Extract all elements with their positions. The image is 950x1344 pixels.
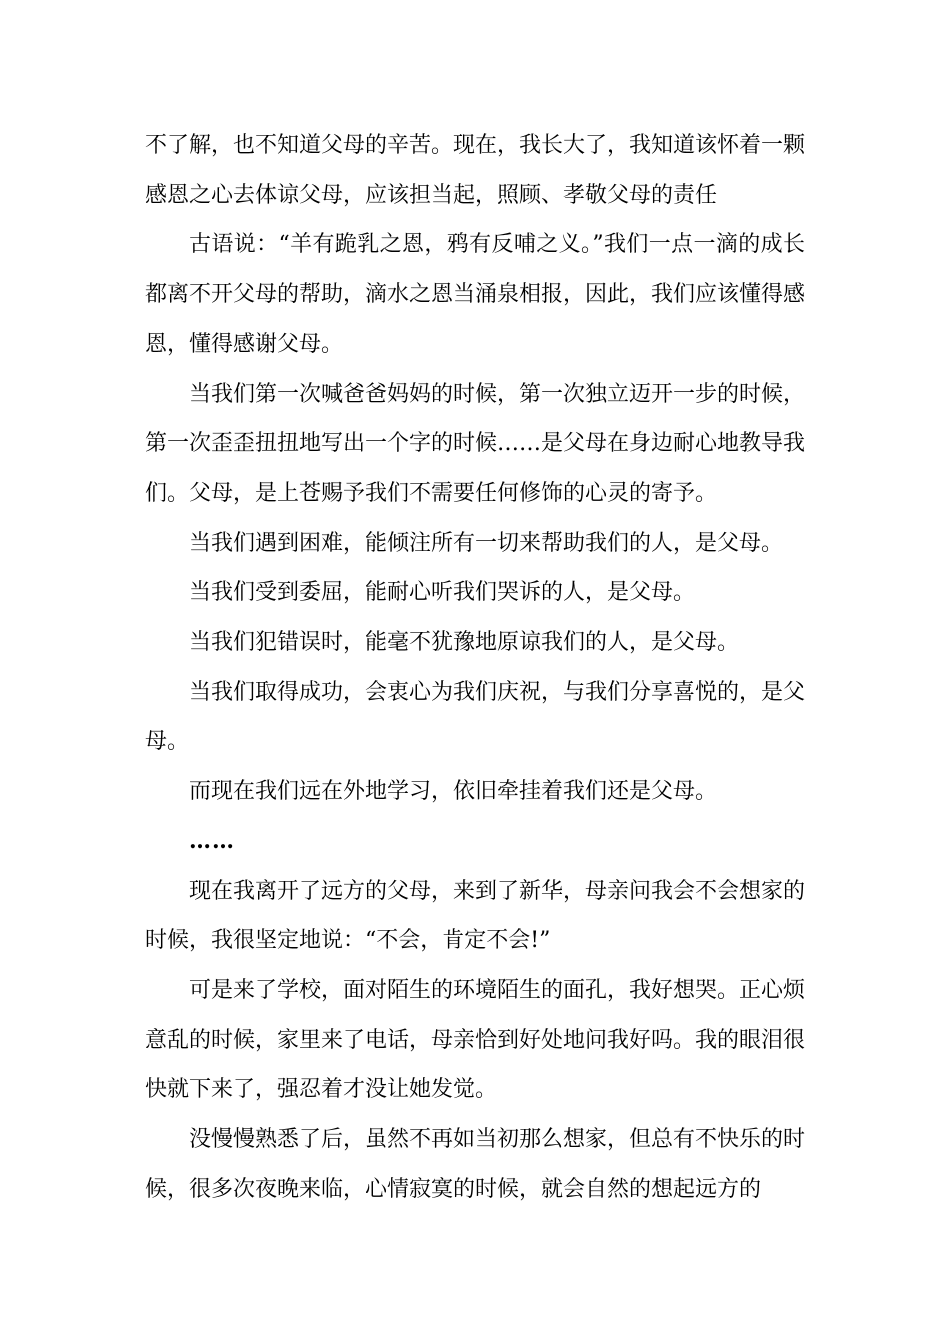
paragraph-7: 当我们取得成功，会衷心为我们庆祝，与我们分享喜悦的，是父母。 bbox=[145, 679, 806, 755]
document-body bbox=[145, 121, 805, 1214]
paragraph-4: 当我们遇到困难，能倾注所有一切来帮助我们的人，是父母。 bbox=[189, 530, 784, 556]
paragraph-5: 当我们受到委屈，能耐心听我们哭诉的人，是父母。 bbox=[189, 580, 696, 606]
paragraph-6: 当我们犯错误时，能毫不犹豫地原谅我们的人，是父母。 bbox=[189, 630, 740, 656]
paragraph-3: 当我们第一次喊爸爸妈妈的时候，第一次独立迈开一步的时候，第一次歪歪扭扭地写出一个字的时候……是父母在身边耐心地教导我们。父母，是上苍赐予我们不需要任何修饰的心灵的寄予。 bbox=[145, 381, 806, 506]
paragraph-2: 古语说：“羊有跪乳之恩，鸦有反哺之义。”我们一点一滴的成长都离不开父母的帮助，滴水之恩当涌泉相报，因此，我们应该懂得感恩，懂得感谢父母。 bbox=[145, 232, 806, 357]
paragraph-1: 不了解，也不知道父母的辛苦。现在，我长大了，我知道该怀着一颗感恩之心去体谅父母，应该担当起，照顾、孝敬父母的责任 bbox=[145, 133, 806, 208]
paragraph-8: 而现在我们远在外地学习，依旧牵挂着我们还是父母。 bbox=[189, 779, 718, 805]
paragraph-ellipsis: …… bbox=[189, 827, 235, 854]
paragraph-9: 现在我离开了远方的父母，来到了新华，母亲问我会不会想家的时候，我很坚定地说：“不会，肯定不会!” bbox=[145, 878, 806, 954]
paragraph-11: 没慢慢熟悉了后，虽然不再如当初那么想家，但总有不快乐的时候，很多次夜晚来临，心情寂寞的时候，就会自然的想起远方的 bbox=[145, 1127, 806, 1202]
paragraph-10: 可是来了学校，面对陌生的环境陌生的面孔，我好想哭。正心烦意乱的时候，家里来了电话，母亲恰到好处地问我好吗。我的眼泪很快就下来了，强忍着才没让她发觉。 bbox=[145, 977, 806, 1103]
